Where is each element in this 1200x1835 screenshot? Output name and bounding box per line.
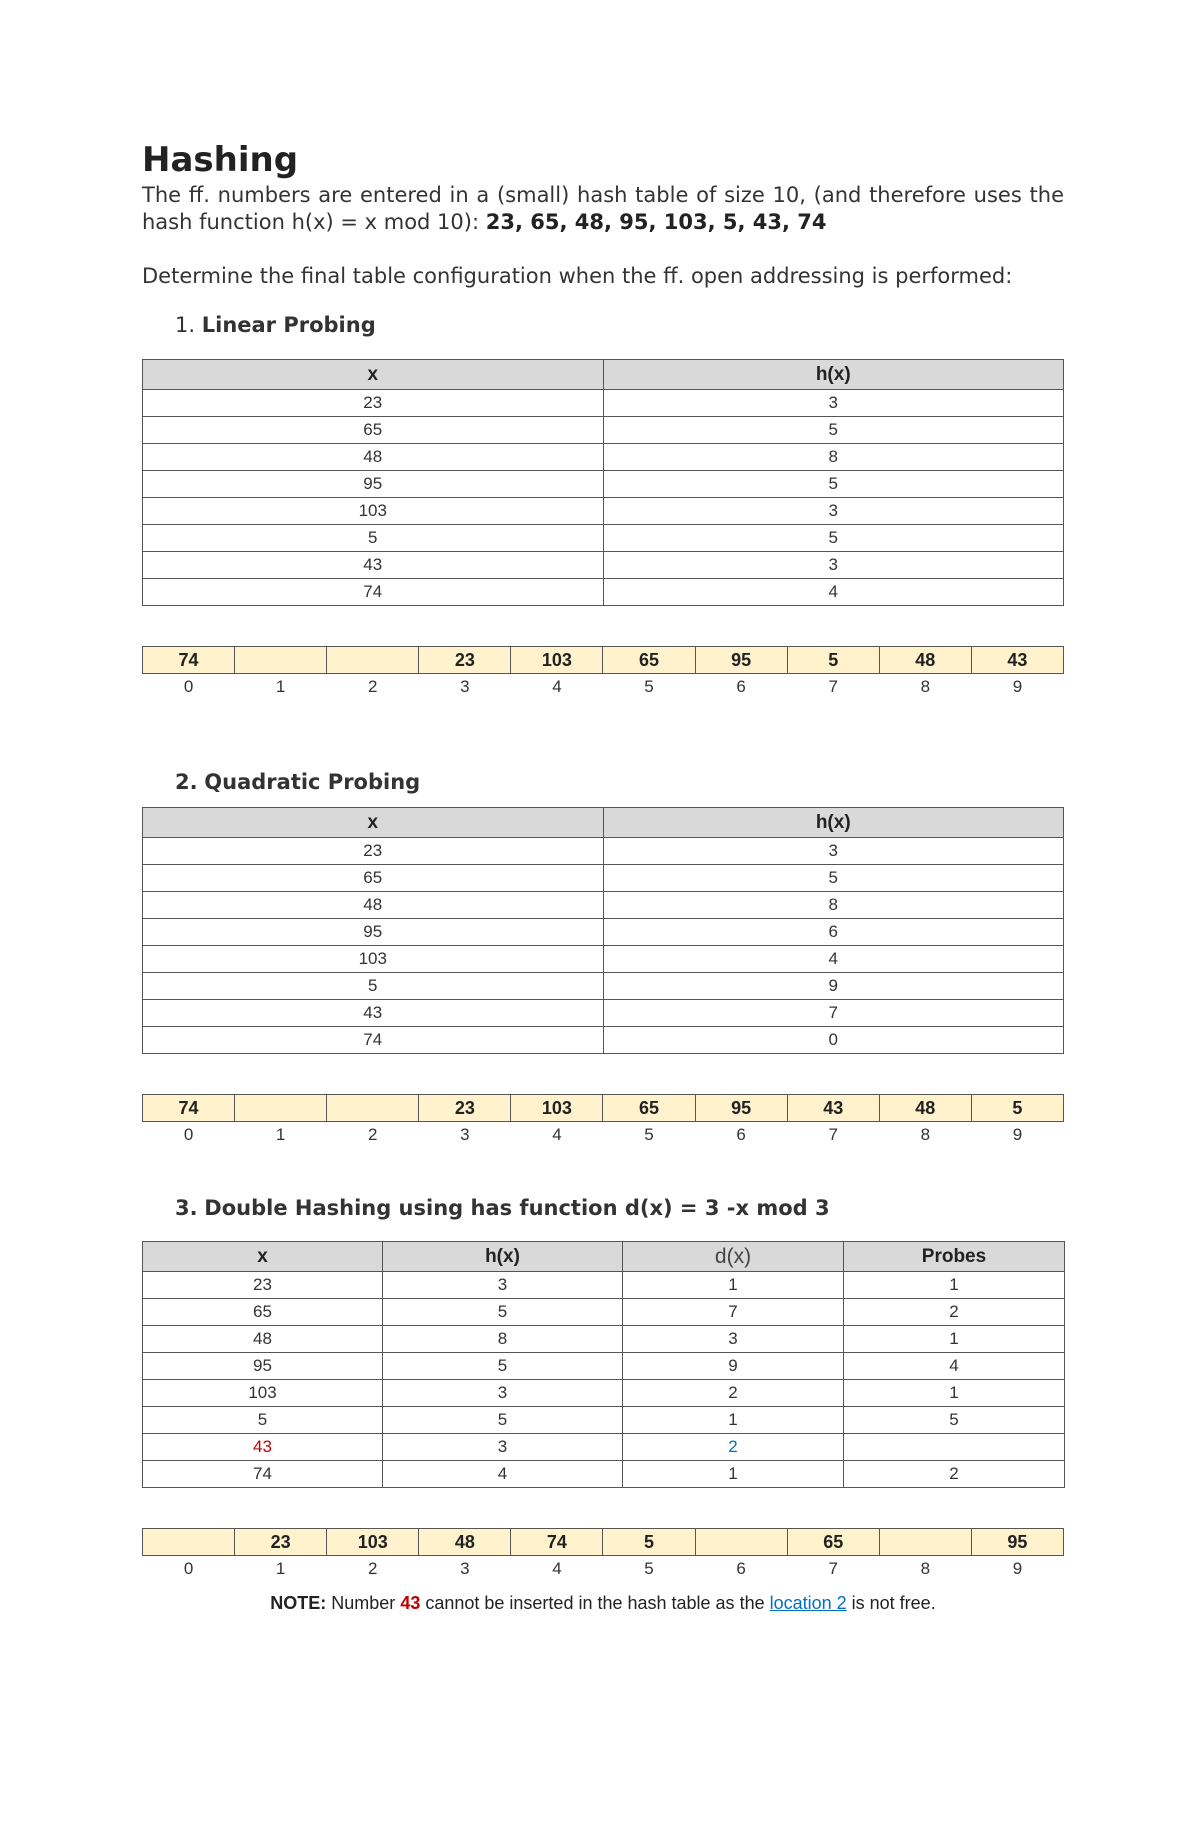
table-row (143, 919, 1064, 946)
table-row (143, 1461, 1065, 1488)
slot-index: 8 (920, 676, 931, 696)
slot-index: 5 (644, 1558, 654, 1578)
note-paragraph (142, 1593, 1064, 1614)
table-row (143, 892, 1064, 919)
cell: 5 (603, 525, 1064, 552)
slot-index: 0 (183, 676, 194, 696)
slot-cell (695, 1529, 787, 1556)
slot-cell: 65 (603, 647, 695, 674)
slot-cell: 74 (143, 647, 235, 674)
table-row (143, 498, 1064, 525)
slot-index: 1 (275, 676, 286, 696)
table-header-row (143, 808, 1064, 838)
slot-index: 2 (368, 676, 378, 696)
column-header: x (143, 360, 604, 390)
section-title-double (175, 1193, 1064, 1223)
linear-hash-table (142, 359, 1064, 606)
column-header: h(x) (383, 1242, 623, 1272)
section-number: 2. (175, 770, 198, 794)
slot-row (143, 1529, 1064, 1556)
section-heading: Linear Probing (201, 313, 376, 337)
location-link[interactable]: location 2 (769, 1593, 847, 1613)
linear-slot-table (142, 646, 1064, 699)
slot-index: 3 (460, 1558, 470, 1578)
quadratic-slot-table (142, 1094, 1064, 1147)
cell: 2 (844, 1299, 1065, 1326)
section-title-quadratic (175, 767, 1064, 797)
table-row (143, 390, 1064, 417)
cell: 5 (844, 1407, 1065, 1434)
table-row (143, 471, 1064, 498)
slot-cell (327, 1095, 419, 1122)
cell: 2 (844, 1461, 1065, 1488)
slot-cell: 48 (879, 647, 971, 674)
table-row (143, 1027, 1064, 1054)
slot-cell: 95 (695, 647, 787, 674)
table-row (143, 1434, 1065, 1461)
cell: 8 (383, 1326, 623, 1353)
column-header: h(x) (603, 808, 1064, 838)
slot-cell: 5 (971, 1095, 1063, 1122)
column-header: h(x) (603, 360, 1064, 390)
column-header: x (143, 1242, 383, 1272)
cell: 43 (143, 1000, 604, 1027)
cell: 5 (603, 417, 1064, 444)
slot-index: 5 (644, 676, 654, 696)
cell: 3 (603, 838, 1064, 865)
slot-index: 3 (460, 1124, 470, 1144)
cell: 1 (844, 1326, 1065, 1353)
slot-cell: 23 (419, 1095, 511, 1122)
slot-cell: 103 (327, 1529, 419, 1556)
cell: 7 (603, 1000, 1064, 1027)
cell: 3 (603, 552, 1064, 579)
slot-cell (879, 1529, 971, 1556)
cell: 1 (623, 1461, 844, 1488)
cell: 3 (623, 1326, 844, 1353)
section-heading: Double Hashing using has function d(x) = 3 -x mod 3 (204, 1196, 830, 1220)
slot-index: 7 (828, 676, 838, 696)
document-page (142, 140, 1064, 1614)
cell: 1 (844, 1272, 1065, 1299)
slot-index: 9 (1012, 1558, 1023, 1578)
note-text: is not free. (846, 1593, 936, 1613)
cell: 3 (383, 1272, 623, 1299)
slot-index: 1 (275, 1124, 286, 1144)
note-number: 43 (400, 1593, 421, 1613)
table-row (143, 1407, 1065, 1434)
cell: 48 (143, 892, 604, 919)
cell: 5 (383, 1353, 623, 1380)
cell: 5 (143, 1407, 383, 1434)
slot-cell: 5 (603, 1529, 695, 1556)
slot-cell (235, 647, 327, 674)
section-heading: Quadratic Probing (204, 770, 421, 794)
cell: 4 (603, 579, 1064, 606)
column-header: x (143, 808, 604, 838)
cell: 8 (603, 444, 1064, 471)
slot-index: 4 (552, 1124, 562, 1144)
slot-index: 8 (920, 1124, 931, 1144)
cell: 95 (143, 1353, 383, 1380)
slot-index: 6 (736, 676, 746, 696)
table-header-row (143, 1242, 1065, 1272)
cell: 65 (143, 417, 604, 444)
slot-cell: 95 (695, 1095, 787, 1122)
slot-cell: 43 (787, 1095, 879, 1122)
slot-index: 1 (275, 1558, 286, 1578)
cell: 7 (623, 1299, 844, 1326)
note-label: NOTE: (270, 1593, 327, 1613)
cell: 9 (623, 1353, 844, 1380)
cell: 5 (603, 471, 1064, 498)
slot-index: 9 (1012, 1124, 1023, 1144)
index-row (143, 1122, 1064, 1148)
cell: 4 (603, 946, 1064, 973)
cell-highlight-blue: 2 (623, 1434, 844, 1461)
cell: 6 (603, 919, 1064, 946)
slot-index: 3 (460, 676, 470, 696)
cell: 48 (143, 1326, 383, 1353)
slot-cell: 95 (971, 1529, 1063, 1556)
cell: 9 (603, 973, 1064, 1000)
cell: 74 (143, 1461, 383, 1488)
table-row (143, 973, 1064, 1000)
slot-index: 2 (368, 1124, 378, 1144)
cell: 3 (603, 498, 1064, 525)
slot-cell: 5 (787, 647, 879, 674)
cell (844, 1434, 1065, 1461)
note-text: Number (326, 1593, 401, 1613)
cell: 5 (383, 1407, 623, 1434)
page-title: Hashing (142, 140, 299, 180)
table-row (143, 579, 1064, 606)
note-text: cannot be inserted in the hash table as the (420, 1593, 770, 1613)
slot-index: 9 (1012, 676, 1023, 696)
cell: 103 (143, 1380, 383, 1407)
table-row (143, 838, 1064, 865)
slot-cell: 103 (511, 1095, 603, 1122)
table-row (143, 1353, 1065, 1380)
cell: 95 (143, 471, 604, 498)
section-number: 1. (175, 313, 196, 337)
table-row (143, 1272, 1065, 1299)
slot-cell: 74 (511, 1529, 603, 1556)
cell: 5 (383, 1299, 623, 1326)
column-header: d(x) (623, 1242, 844, 1272)
table-row (143, 865, 1064, 892)
table-row (143, 1380, 1065, 1407)
slot-cell: 23 (419, 647, 511, 674)
slot-cell (235, 1095, 327, 1122)
cell: 0 (603, 1027, 1064, 1054)
cell: 1 (623, 1407, 844, 1434)
slot-row (143, 1095, 1064, 1122)
slot-index: 5 (644, 1124, 654, 1144)
cell: 8 (603, 892, 1064, 919)
cell: 103 (143, 498, 604, 525)
slot-index: 7 (828, 1558, 838, 1578)
slot-index: 8 (920, 1558, 931, 1578)
table-header-row (143, 360, 1064, 390)
cell: 74 (143, 579, 604, 606)
cell: 103 (143, 946, 604, 973)
table-row (143, 1326, 1065, 1353)
slot-index: 0 (183, 1124, 194, 1144)
intro-text: The ff. numbers are entered in a (small) hash table of size 10, (and therefore uses the hash function h(x) = x mod 10): (142, 183, 1064, 234)
table-row (143, 1000, 1064, 1027)
slot-cell: 65 (603, 1095, 695, 1122)
table-row (143, 946, 1064, 973)
double-slot-table (142, 1528, 1064, 1581)
cell: 23 (143, 390, 604, 417)
table-row (143, 552, 1064, 579)
cell: 4 (844, 1353, 1065, 1380)
cell: 5 (603, 865, 1064, 892)
table-row (143, 525, 1064, 552)
cell: 3 (603, 390, 1064, 417)
slot-index: 2 (368, 1558, 378, 1578)
section-number: 3. (175, 1196, 198, 1220)
cell: 95 (143, 919, 604, 946)
intro-numbers: 23, 65, 48, 95, 103, 5, 43, 74 (485, 210, 827, 234)
quadratic-hash-table (142, 807, 1064, 1054)
slot-cell: 74 (143, 1095, 235, 1122)
cell: 48 (143, 444, 604, 471)
cell: 65 (143, 865, 604, 892)
index-row (143, 674, 1064, 700)
cell: 74 (143, 1027, 604, 1054)
slot-cell: 23 (235, 1529, 327, 1556)
cell: 5 (143, 525, 604, 552)
table-row (143, 417, 1064, 444)
index-row (143, 1556, 1064, 1582)
slot-cell: 48 (419, 1529, 511, 1556)
cell: 43 (143, 552, 604, 579)
table-row (143, 444, 1064, 471)
determine-paragraph: Determine the final table configuration when the ff. open addressing is performed: (142, 264, 1013, 288)
slot-index: 6 (736, 1124, 746, 1144)
slot-index: 0 (183, 1558, 194, 1578)
double-hash-table (142, 1241, 1065, 1488)
cell: 3 (383, 1434, 623, 1461)
slot-cell (327, 647, 419, 674)
slot-index: 7 (828, 1124, 838, 1144)
cell: 5 (143, 973, 604, 1000)
slot-cell: 103 (511, 647, 603, 674)
slot-index: 4 (552, 1558, 562, 1578)
cell: 1 (844, 1380, 1065, 1407)
slot-cell: 65 (787, 1529, 879, 1556)
slot-index: 6 (736, 1558, 746, 1578)
cell: 3 (383, 1380, 623, 1407)
slot-cell: 43 (971, 647, 1063, 674)
intro-paragraph (142, 182, 1064, 236)
section-title-linear (175, 310, 1064, 340)
cell-highlight-red: 43 (143, 1434, 383, 1461)
table-row (143, 1299, 1065, 1326)
column-header: Probes (844, 1242, 1065, 1272)
cell: 4 (383, 1461, 623, 1488)
slot-cell: 48 (879, 1095, 971, 1122)
cell: 1 (623, 1272, 844, 1299)
slot-row (143, 647, 1064, 674)
cell: 65 (143, 1299, 383, 1326)
cell: 2 (623, 1380, 844, 1407)
slot-index: 4 (552, 676, 562, 696)
cell: 23 (143, 838, 604, 865)
slot-cell (143, 1529, 235, 1556)
cell: 23 (143, 1272, 383, 1299)
